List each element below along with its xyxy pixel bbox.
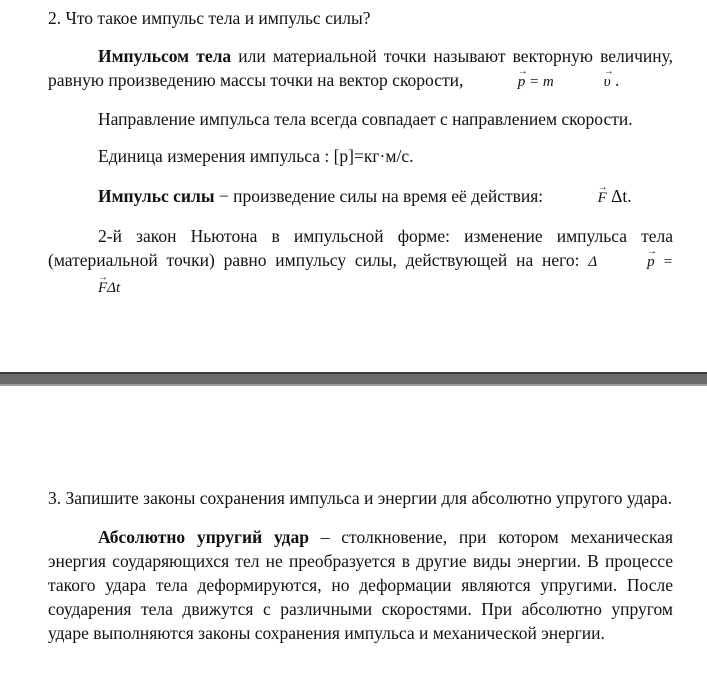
question-3-heading: 3. Запишите законы сохранения импульса и энергии для абсолютно упругого удара. <box>48 488 673 508</box>
question-2-heading: 2. Что такое импульс тела и импульс силы? <box>48 8 371 28</box>
question-2-section <box>48 6 673 300</box>
newton-law-text: 2-й закон Ньютона в импульсной форме: изменение импульса тела (материальной точки) равно импульсу силы, действующей на него: <box>48 226 673 270</box>
momentum-term: Импульсом тела <box>98 46 232 66</box>
momentum-definition-text: или материальной точки называют векторную величину, равную произведению массы точки на вектор скорости, <box>48 46 673 90</box>
momentum-direction-paragraph: Направление импульса тела всегда совпадает с направлением скорости. <box>98 109 633 129</box>
force-impulse-dt: Δt. <box>606 186 632 206</box>
elastic-collision-text: – столкновение, при котором механическая энергия соударяющихся тел не преобразуется в другие виды энергии. В процессе такого удара тела деформируются, но деформации являются упругими. После соударения тела движутся с различными скоростями. При абсолютно упругом ударе выполняются законы сохранения импульса и механической энергии. <box>48 527 673 643</box>
newton-second-law-paragraph <box>48 224 673 300</box>
velocity-vector: → υ <box>554 70 611 94</box>
momentum-vector-p: → p <box>468 70 526 94</box>
momentum-unit-paragraph: Единица измерения импульса : [p]=кг·м/с. <box>98 146 414 166</box>
page-break-separator <box>0 372 707 386</box>
elastic-collision-term: Абсолютно упругий удар <box>98 527 309 547</box>
elastic-collision-paragraph <box>48 525 673 645</box>
newton-formula-delta: Δ <box>588 254 598 270</box>
force-impulse-text: − произведение силы на время её действия: <box>214 186 548 206</box>
momentum-formula-eq: = m <box>525 74 554 90</box>
newton-formula-dt: Δt <box>107 280 121 296</box>
newton-formula-eq: = <box>654 254 673 270</box>
momentum-formula <box>468 74 611 90</box>
question-3-section <box>48 486 673 645</box>
document-page-bottom <box>0 386 707 688</box>
force-vector: → F <box>548 186 607 210</box>
force-impulse-term: Импульс силы <box>98 186 215 206</box>
newton-formula-p: → p <box>597 250 655 274</box>
momentum-definition-paragraph <box>48 44 673 94</box>
newton-formula-f: → F <box>48 276 107 300</box>
momentum-formula-end: . <box>610 70 620 90</box>
force-impulse-paragraph <box>48 184 673 210</box>
